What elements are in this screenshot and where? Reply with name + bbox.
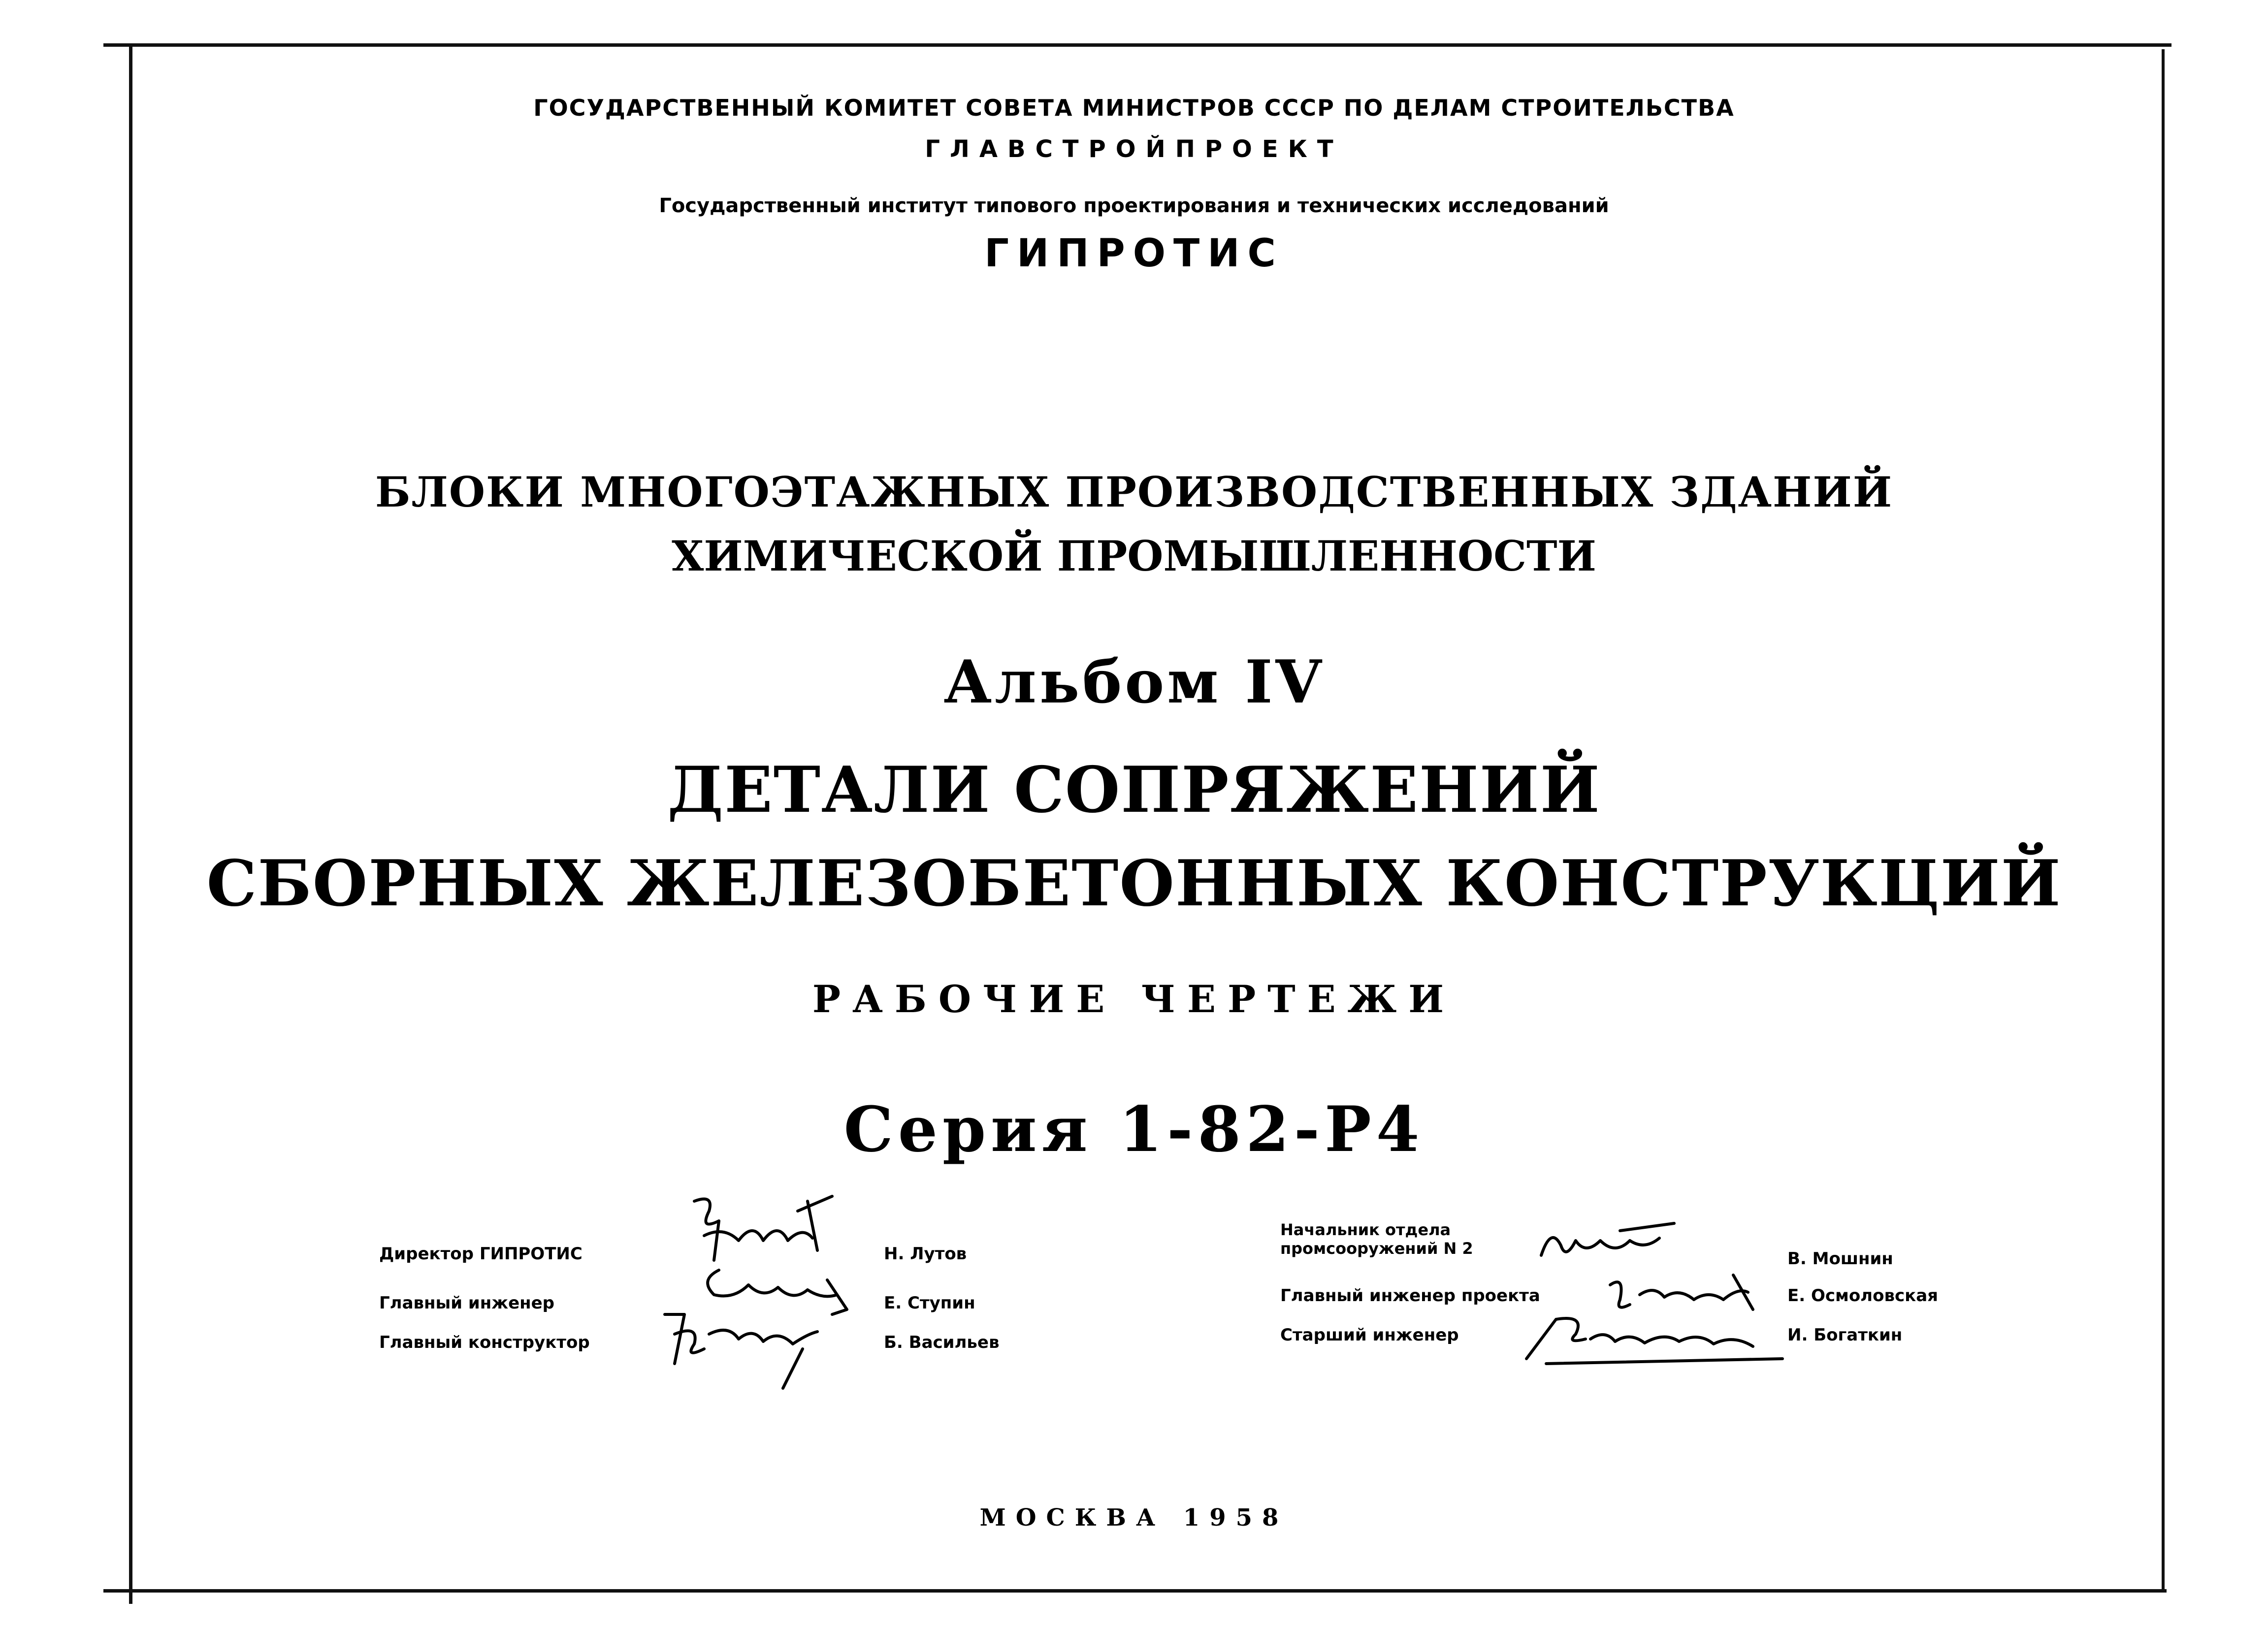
signatory-position: Главный инженер проекта — [1280, 1286, 1540, 1306]
album-number: Альбом IV — [943, 647, 1325, 717]
signatory-position: Начальник отдела — [1280, 1220, 1451, 1239]
city-year: МОСКВА 1958 — [979, 1504, 1289, 1532]
signatory-name: Н. Лутов — [884, 1244, 967, 1264]
signatory-position: Главный инженер — [379, 1293, 555, 1313]
subject-line-1: ДЕТАЛИ СОПРЯЖЕНИЙ — [667, 753, 1601, 827]
handwritten-signature — [1517, 1305, 1792, 1369]
signatory-position: промсооружений N 2 — [1280, 1239, 1473, 1258]
signatory-position: Старший инженер — [1280, 1325, 1459, 1345]
institute-short-name: ГИПРОТИС — [984, 231, 1284, 276]
title-line-2: ХИМИЧЕСКОЙ ПРОМЫШЛЕННОСТИ — [672, 532, 1596, 580]
signatory-name: Б. Васильев — [884, 1333, 1000, 1352]
handwritten-signature — [684, 1191, 842, 1265]
handwritten-signature — [655, 1305, 842, 1393]
committee-heading: ГОСУДАРСТВЕННЫЙ КОМИТЕТ СОВЕТА МИНИСТРОВ СССР ПО ДЕЛАМ СТРОИТЕЛЬСТВА — [533, 95, 1735, 121]
signatory-name: В. Мошнин — [1787, 1249, 1893, 1269]
institute-heading: Государственный институт типового проектирования и технических исследований — [659, 194, 1609, 217]
frame-top-border — [103, 43, 2171, 47]
title-line-1: БЛОКИ МНОГОЭТАЖНЫХ ПРОИЗВОДСТВЕННЫХ ЗДАНИЙ — [375, 468, 1893, 516]
subject-line-2: СБОРНЫХ ЖЕЛЕЗОБЕТОННЫХ КОНСТРУКЦИЙ — [206, 847, 2062, 921]
signatory-position: Главный конструктор — [379, 1333, 590, 1352]
signatory-name: Е. Ступин — [884, 1293, 975, 1313]
handwritten-signature — [1531, 1216, 1679, 1270]
series-number: Серия 1-82-Р4 — [843, 1093, 1425, 1166]
drawing-type: РАБОЧИЕ ЧЕРТЕЖИ — [812, 977, 1456, 1021]
signatory-name: И. Богаткин — [1787, 1325, 1903, 1345]
frame-bottom-border — [103, 1589, 2167, 1593]
signatory-name: Е. Осмоловская — [1787, 1286, 1938, 1306]
department-heading: ГЛАВСТРОЙПРОЕКТ — [925, 135, 1343, 163]
signatory-position: Директор ГИПРОТИС — [379, 1244, 583, 1264]
